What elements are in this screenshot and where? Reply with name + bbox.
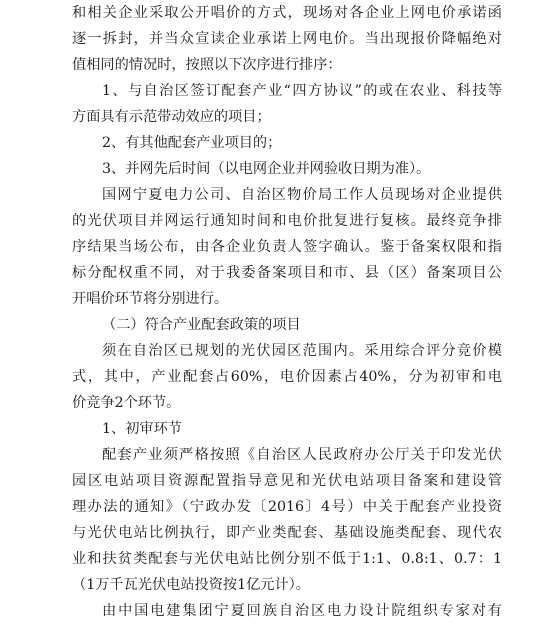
text-line-24: 由中国电建集团宁夏回族自治区电力设计院组织专家对有 [102,603,502,619]
text-line-6: 2、有其他配套产业项目的； [102,135,282,151]
text-line-9: 的光伏项目并网运行通知时间和电价批复进行复核。最终竞争排 [72,213,502,229]
text-line-15: 式，其中，产业配套占60%，电价因素占40%，分为初审和电 [72,369,502,385]
text-line-2: 逐一拆封，并当众宣读企业承诺上网电价。当出现报价降幅绝对 [72,31,502,47]
text-line-4: 1、与自治区签订配套产业“四方协议”的或在农业、科技等 [102,83,502,99]
text-line-1: 和相关企业采取公开唱价的方式，现场对各企业上网电价承诺函 [72,5,502,21]
text-line-14: 须在自治区已规划的光伏园区范围内。采用综合评分竞价模 [102,343,502,359]
text-line-16: 价竞争2个环节。 [72,395,181,411]
text-line-12: 开唱价环节将分别进行。 [72,291,229,307]
section-heading: （二）符合产业配套政策的项目 [102,317,301,333]
text-line-21: 与光伏电站比例执行，即产业类配套、基础设施类配套、现代农 [72,525,502,541]
text-line-23: （1万千瓦光伏电站投资按1亿元计）。 [72,577,310,593]
text-line-11: 标分配权重不同，对于我委备案项目和市、县（区）备案项目公 [72,265,502,281]
text-line-22: 业和扶贫类配套与光伏电站比例分别不低于1:1、0.8:1、0.7：1 [72,551,502,567]
text-line-7: 3、并网先后时间（以电网企业并网验收日期为准）。 [102,161,431,177]
text-line-18: 配套产业须严格按照《自治区人民政府办公厅关于印发光伏 [102,447,502,463]
text-line-19: 园区电站项目资源配置指导意见和光伏电站项目备案和建设管 [72,473,502,489]
text-line-3: 值相同的情况时，按照以下次序进行排序： [72,57,342,73]
text-line-20: 理办法的通知》（宁政办发〔2016〕4号）中关于配套产业投资 [72,499,502,515]
text-line-10: 序结果当场公布，由各企业负责人签字确认。鉴于备案权限和指 [72,239,502,255]
subsection-heading: 1、初审环节 [102,421,182,437]
text-line-8: 国网宁夏电力公司、自治区物价局工作人员现场对企业提供 [102,187,502,203]
text-line-5: 方面具有示范带动效应的项目； [72,109,271,125]
